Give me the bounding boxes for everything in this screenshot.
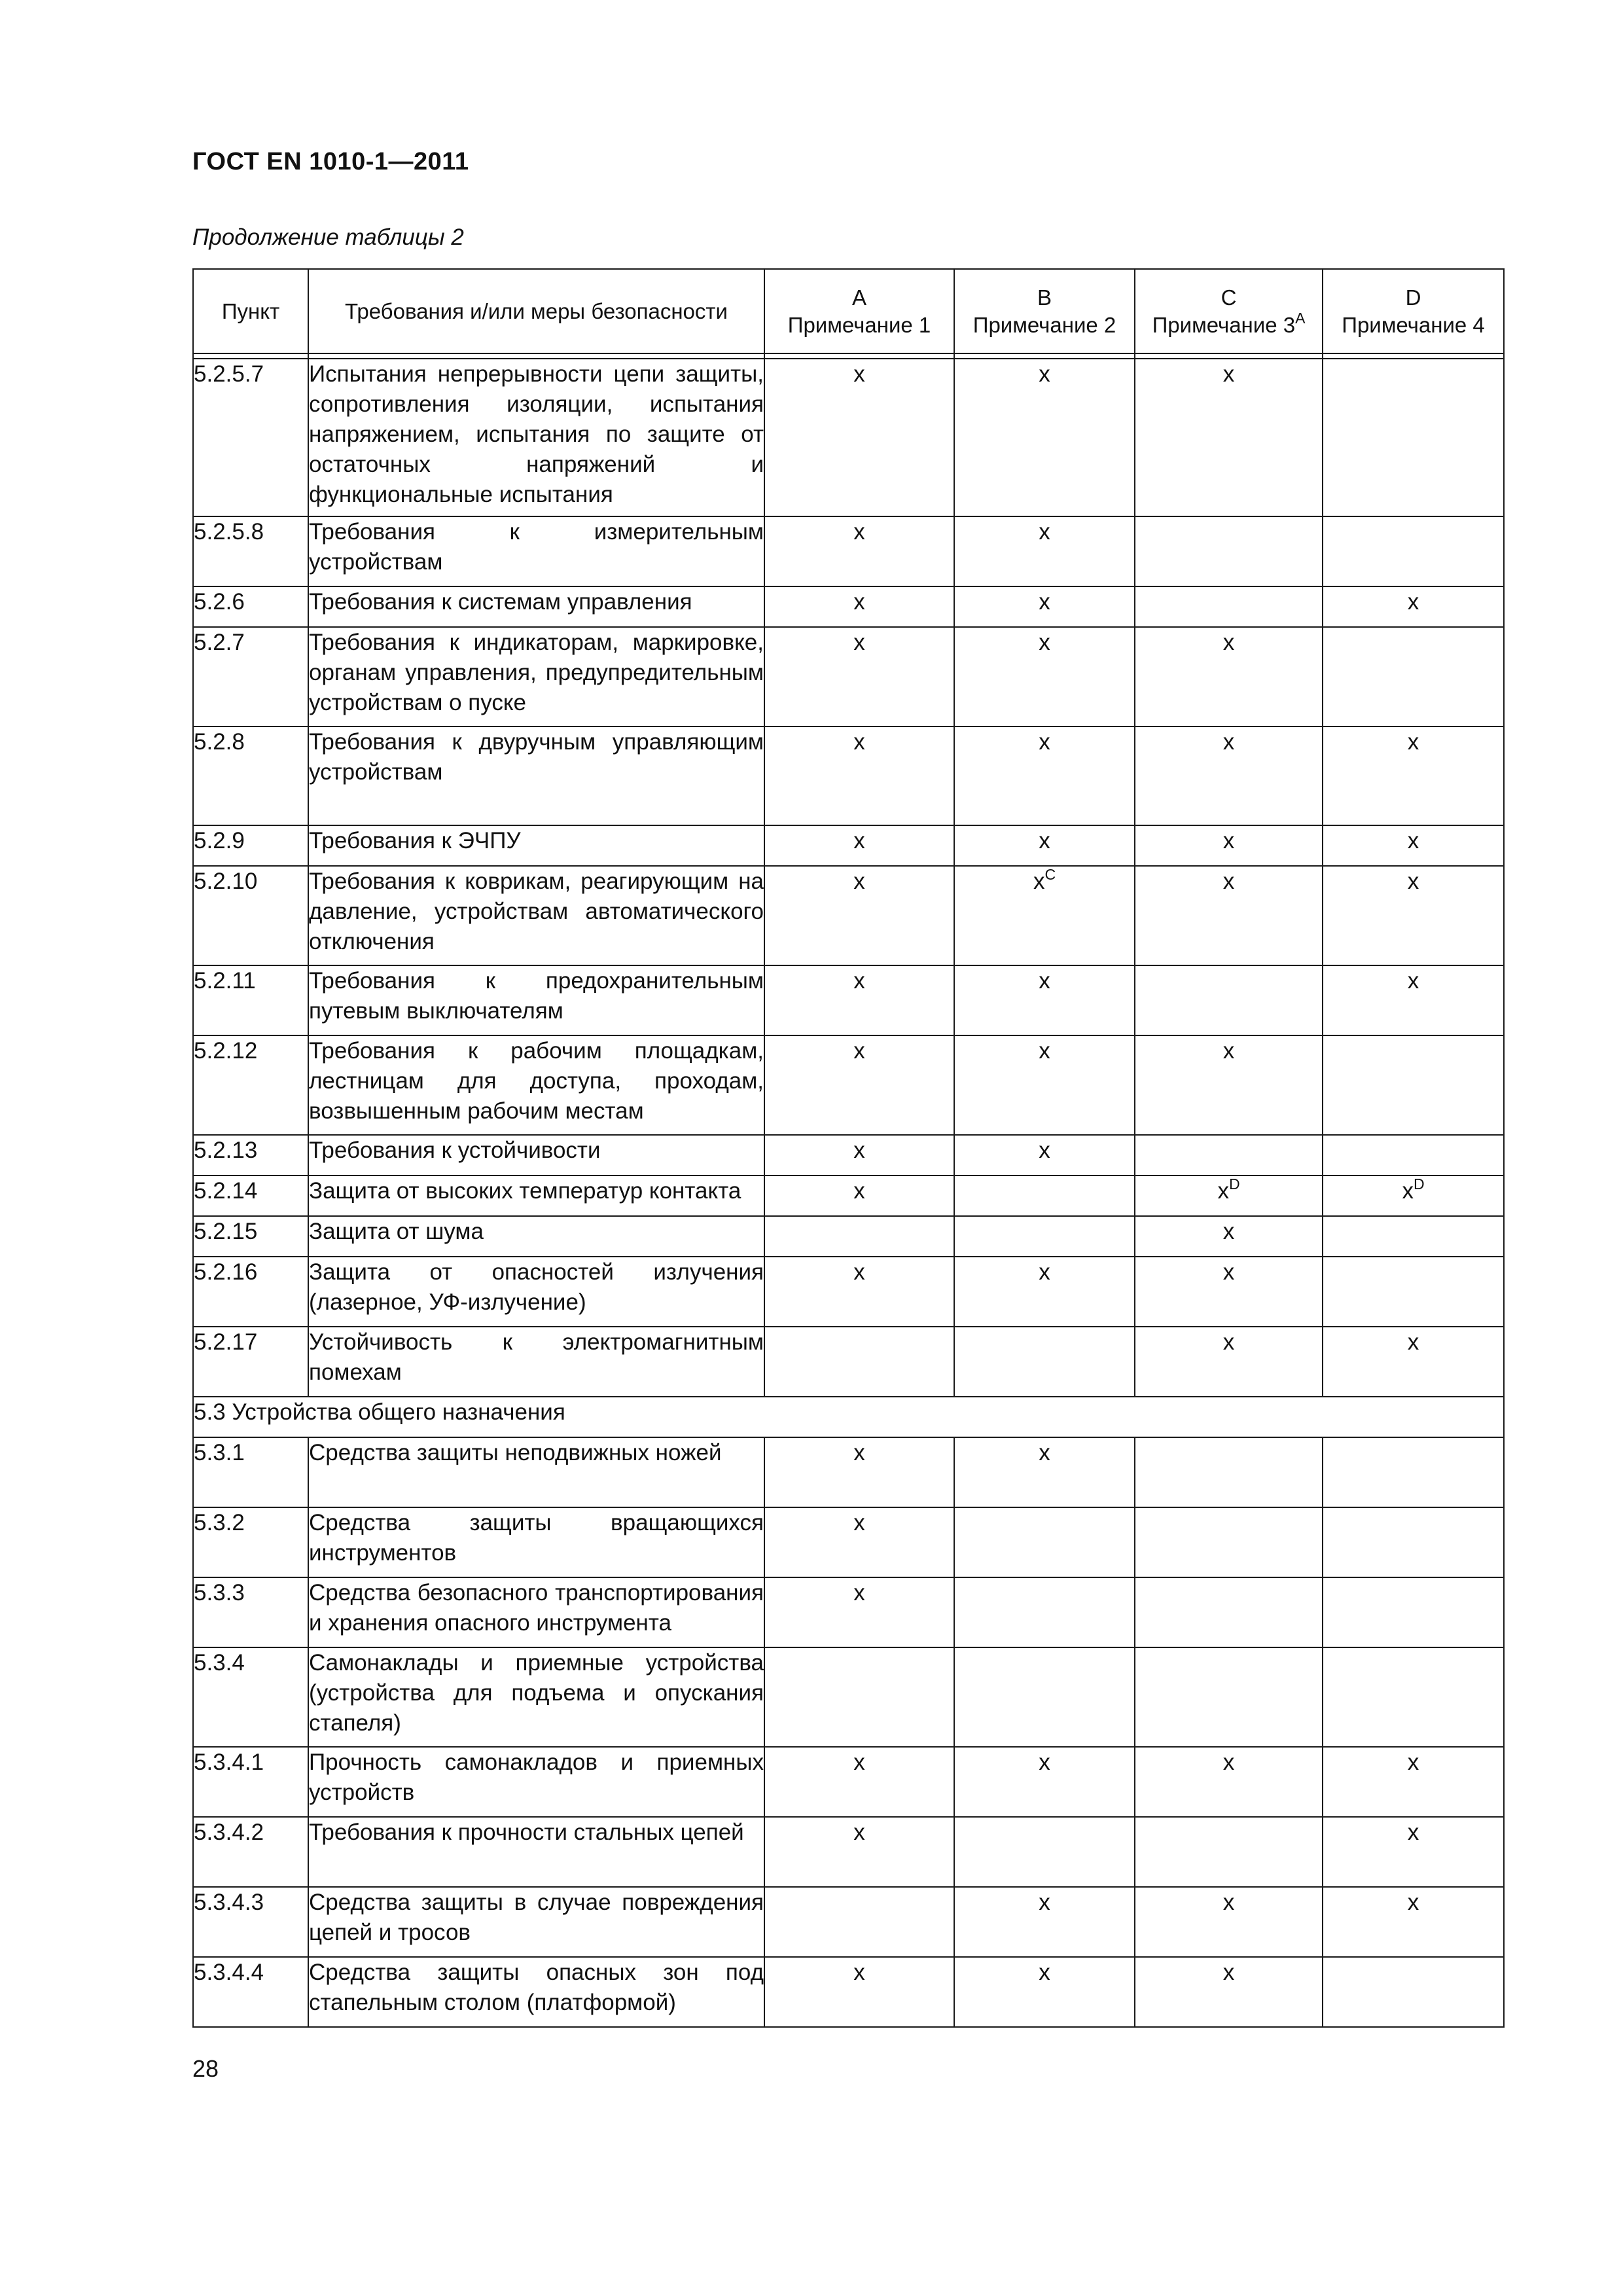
mark-cell-d [1323, 1817, 1504, 1887]
mark-footnote: D [1228, 1175, 1240, 1193]
mark-cell-c [1135, 1817, 1323, 1887]
table-row [193, 1957, 1504, 2027]
header-col-a [764, 269, 954, 353]
mark-cell-a [764, 1257, 954, 1327]
point-cell: 5.2.15 [193, 1216, 308, 1257]
table-row [193, 516, 1504, 586]
mark-cell-c [1135, 1175, 1323, 1216]
mark-cell-c [1135, 1135, 1323, 1175]
mark-cell-d [1323, 627, 1504, 726]
mark-cell-b [954, 1257, 1135, 1327]
mark-cell-a [764, 1216, 954, 1257]
header-b-letter: B [1037, 285, 1052, 310]
mark: x [1039, 1138, 1050, 1163]
point-cell: 5.2.5.8 [193, 516, 308, 586]
requirements-table [192, 268, 1505, 2028]
header-requirement: Требования и/или меры безопасности [308, 269, 764, 353]
mark: x [853, 1138, 865, 1163]
mark-cell-a [764, 359, 954, 516]
table-row [193, 1817, 1504, 1887]
requirement-cell: Защита от шума [308, 1216, 764, 1257]
point-cell: 5.2.14 [193, 1175, 308, 1216]
mark-cell-c [1135, 627, 1323, 726]
mark: x [1402, 1178, 1414, 1204]
point-cell: 5.3.4.3 [193, 1887, 308, 1957]
mark: x [1039, 1038, 1050, 1064]
mark: x [1222, 1329, 1235, 1355]
requirement-cell: Средства безопасного транспортирования и хранения опасного инструмента [308, 1577, 764, 1647]
mark: x [1217, 1178, 1229, 1204]
header-c-note: Примечание 3 [1152, 312, 1296, 337]
mark-cell-a [764, 866, 954, 965]
header-b-note: Примечание 2 [972, 312, 1116, 337]
requirement-cell: Требования к предохранительным путевым выключателям [308, 965, 764, 1035]
mark-cell-c [1135, 1957, 1323, 2027]
requirement-cell: Требования к коврикам, реагирующим на давление, устройствам автоматического отключения [308, 866, 764, 965]
mark-cell-d [1323, 1887, 1504, 1957]
mark: x [1407, 828, 1419, 853]
mark-cell-c [1135, 516, 1323, 586]
table-row [193, 1257, 1504, 1327]
requirement-cell: Защита от опасностей излучения (лазерное, УФ-излучение) [308, 1257, 764, 1327]
mark: x [853, 1820, 865, 1845]
mark-cell-c [1135, 1647, 1323, 1747]
header-col-b [954, 269, 1135, 353]
mark: x [1407, 1329, 1419, 1355]
mark-cell-c [1135, 359, 1323, 516]
mark-cell-b [954, 1817, 1135, 1887]
mark: x [1039, 729, 1050, 755]
mark-cell-a [764, 1035, 954, 1135]
table-row [193, 825, 1504, 866]
mark-cell-a [764, 1577, 954, 1647]
table-caption: Продолжение таблицы 2 [192, 224, 464, 250]
mark: x [853, 1510, 865, 1535]
mark-cell-a [764, 627, 954, 726]
mark-cell-b [954, 1216, 1135, 1257]
mark: x [1407, 1749, 1419, 1775]
mark: x [853, 361, 865, 387]
table-row [193, 627, 1504, 726]
point-cell: 5.2.8 [193, 726, 308, 825]
mark-cell-b [954, 586, 1135, 627]
mark: x [1039, 1890, 1050, 1915]
mark: x [853, 729, 865, 755]
section-heading: 5.3 Устройства общего назначения [193, 1397, 1504, 1437]
mark-cell-b [954, 965, 1135, 1035]
mark: x [853, 519, 865, 545]
mark-cell-b [954, 1747, 1135, 1817]
mark-cell-b [954, 866, 1135, 965]
table-row [193, 1327, 1504, 1397]
mark-cell-a [764, 1175, 954, 1216]
mark: x [1407, 729, 1419, 755]
mark-cell-c [1135, 1887, 1323, 1957]
mark: x [853, 1038, 865, 1064]
table-row [193, 1507, 1504, 1577]
mark-cell-c [1135, 726, 1323, 825]
mark: x [1039, 361, 1050, 387]
point-cell: 5.2.17 [193, 1327, 308, 1397]
mark: x [1407, 589, 1419, 615]
mark-cell-b [954, 1887, 1135, 1957]
page-number: 28 [192, 2055, 219, 2082]
mark: x [853, 1580, 865, 1605]
point-cell: 5.3.4.1 [193, 1747, 308, 1817]
mark-cell-a [764, 1747, 954, 1817]
table-row [193, 1747, 1504, 1817]
mark-cell-c [1135, 866, 1323, 965]
table-row [193, 1577, 1504, 1647]
mark-cell-b [954, 1035, 1135, 1135]
mark-cell-b [954, 825, 1135, 866]
mark-cell-b [954, 627, 1135, 726]
mark-cell-a [764, 1507, 954, 1577]
mark: x [1222, 729, 1235, 755]
mark-cell-b [954, 516, 1135, 586]
point-cell: 5.3.4.2 [193, 1817, 308, 1887]
mark-cell-a [764, 726, 954, 825]
mark: x [853, 589, 865, 615]
mark: x [853, 1178, 865, 1204]
mark-cell-d [1323, 726, 1504, 825]
requirement-cell: Требования к системам управления [308, 586, 764, 627]
point-cell: 5.2.11 [193, 965, 308, 1035]
mark-cell-b [954, 1957, 1135, 2027]
mark-cell-d [1323, 866, 1504, 965]
mark-cell-d [1323, 1135, 1504, 1175]
point-cell: 5.3.4 [193, 1647, 308, 1747]
mark-cell-c [1135, 1035, 1323, 1135]
requirement-cell: Средства защиты в случае повреждения цепей и тросов [308, 1887, 764, 1957]
mark-cell-b [954, 1175, 1135, 1216]
requirement-cell: Требования к индикаторам, маркировке, органам управления, предупредительным устройствам о пуске [308, 627, 764, 726]
point-cell: 5.2.9 [193, 825, 308, 866]
mark: x [853, 869, 865, 894]
mark-cell-a [764, 516, 954, 586]
mark-footnote: C [1044, 866, 1056, 883]
header-double-rule [193, 353, 1504, 359]
mark-cell-a [764, 1647, 954, 1747]
requirement-cell: Требования к ЭЧПУ [308, 825, 764, 866]
mark: x [1407, 1890, 1419, 1915]
mark: x [1039, 968, 1050, 994]
header-c-footnote: A [1295, 309, 1306, 327]
mark-cell-c [1135, 1747, 1323, 1817]
mark: x [1039, 519, 1050, 545]
requirement-cell: Требования к измерительным устройствам [308, 516, 764, 586]
mark-footnote: D [1413, 1175, 1425, 1193]
mark: x [1222, 1960, 1235, 1985]
mark-cell-a [764, 1437, 954, 1507]
table-row [193, 1647, 1504, 1747]
mark-cell-b [954, 1437, 1135, 1507]
header-a-note: Примечание 1 [787, 312, 931, 337]
requirement-cell: Защита от высоких температур контакта [308, 1175, 764, 1216]
mark: x [1222, 1749, 1235, 1775]
mark-cell-d [1323, 1175, 1504, 1216]
mark: x [1222, 630, 1235, 655]
mark: x [1039, 1440, 1050, 1465]
mark-cell-a [764, 1327, 954, 1397]
mark: x [1039, 1960, 1050, 1985]
mark: x [853, 1749, 865, 1775]
requirement-cell: Самонаклады и приемные устройства (устройства для подъема и опускания стапеля) [308, 1647, 764, 1747]
mark-cell-b [954, 1647, 1135, 1747]
mark: x [1222, 361, 1235, 387]
mark: x [853, 630, 865, 655]
requirement-cell: Требования к устойчивости [308, 1135, 764, 1175]
table-row [193, 1887, 1504, 1957]
document-title: ГОСТ EN 1010-1—2011 [192, 148, 469, 175]
point-cell: 5.3.3 [193, 1577, 308, 1647]
mark-cell-a [764, 1817, 954, 1887]
mark-cell-d [1323, 1035, 1504, 1135]
mark-cell-c [1135, 1216, 1323, 1257]
point-cell: 5.2.5.7 [193, 359, 308, 516]
mark-cell-d [1323, 586, 1504, 627]
table-row [193, 1175, 1504, 1216]
mark-cell-b [954, 1135, 1135, 1175]
point-cell: 5.2.10 [193, 866, 308, 965]
mark: x [853, 1440, 865, 1465]
mark: x [1039, 1749, 1050, 1775]
mark: x [1222, 1259, 1235, 1285]
mark-cell-d [1323, 1327, 1504, 1397]
mark-cell-c [1135, 1437, 1323, 1507]
requirement-cell: Средства защиты вращающихся инструментов [308, 1507, 764, 1577]
mark: x [1222, 1038, 1235, 1064]
mark-cell-b [954, 359, 1135, 516]
mark: x [1407, 968, 1419, 994]
table-row [193, 726, 1504, 825]
mark: x [853, 1259, 865, 1285]
mark-cell-c [1135, 586, 1323, 627]
mark-cell-d [1323, 359, 1504, 516]
mark-cell-b [954, 1577, 1135, 1647]
mark: x [1407, 869, 1419, 894]
header-c-letter: C [1221, 285, 1237, 310]
mark-cell-d [1323, 516, 1504, 586]
mark-cell-a [764, 825, 954, 866]
mark-cell-d [1323, 1257, 1504, 1327]
mark: x [1222, 828, 1235, 853]
point-cell: 5.2.13 [193, 1135, 308, 1175]
mark-cell-d [1323, 1437, 1504, 1507]
mark: x [853, 828, 865, 853]
mark-cell-a [764, 1957, 954, 2027]
mark: x [1039, 828, 1050, 853]
mark-cell-c [1135, 825, 1323, 866]
requirement-cell: Устойчивость к электромагнитным помехам [308, 1327, 764, 1397]
requirement-cell: Прочность самонакладов и приемных устройств [308, 1747, 764, 1817]
point-cell: 5.3.2 [193, 1507, 308, 1577]
mark: x [1033, 869, 1045, 894]
mark-cell-b [954, 1327, 1135, 1397]
mark-cell-b [954, 726, 1135, 825]
requirement-cell: Требования к двуручным управляющим устройствам [308, 726, 764, 825]
mark: x [1222, 1890, 1235, 1915]
table-row [193, 1135, 1504, 1175]
requirement-cell: Требования к прочности стальных цепей [308, 1817, 764, 1887]
header-d-letter: D [1405, 285, 1421, 310]
mark-cell-c [1135, 1327, 1323, 1397]
mark: x [1039, 1259, 1050, 1285]
mark-cell-d [1323, 965, 1504, 1035]
mark-cell-c [1135, 1577, 1323, 1647]
mark-cell-c [1135, 965, 1323, 1035]
table-row [193, 586, 1504, 627]
header-a-letter: A [851, 285, 866, 310]
mark-cell-d [1323, 1507, 1504, 1577]
section-row [193, 1397, 1504, 1437]
mark: x [1222, 1219, 1235, 1244]
point-cell: 5.2.12 [193, 1035, 308, 1135]
table-row [193, 1437, 1504, 1507]
requirement-cell: Испытания непрерывности цепи защиты, сопротивления изоляции, испытания напряжением, испытания по защите от остаточных напряжений и функциональные испытания [308, 359, 764, 516]
mark-cell-c [1135, 1507, 1323, 1577]
point-cell: 5.3.4.4 [193, 1957, 308, 2027]
point-cell: 5.2.7 [193, 627, 308, 726]
mark: x [1039, 630, 1050, 655]
table-row [193, 1216, 1504, 1257]
mark-cell-d [1323, 1957, 1504, 2027]
mark-cell-a [764, 965, 954, 1035]
header-col-d [1323, 269, 1504, 353]
header-d-note: Примечание 4 [1342, 312, 1485, 337]
mark: x [1407, 1820, 1419, 1845]
mark: x [1039, 589, 1050, 615]
mark: x [1222, 869, 1235, 894]
requirement-cell: Средства защиты неподвижных ножей [308, 1437, 764, 1507]
requirement-cell: Средства защиты опасных зон под стапельным столом (платформой) [308, 1957, 764, 2027]
header-col-c [1135, 269, 1323, 353]
table-row [193, 1035, 1504, 1135]
mark-cell-d [1323, 1647, 1504, 1747]
table-row [193, 359, 1504, 516]
mark-cell-d [1323, 1747, 1504, 1817]
table-header-row [193, 269, 1504, 353]
mark-cell-d [1323, 825, 1504, 866]
mark-cell-a [764, 586, 954, 627]
point-cell: 5.2.6 [193, 586, 308, 627]
mark-cell-c [1135, 1257, 1323, 1327]
mark-cell-d [1323, 1577, 1504, 1647]
mark-cell-a [764, 1135, 954, 1175]
mark-cell-b [954, 1507, 1135, 1577]
header-point: Пункт [193, 269, 308, 353]
table-row [193, 965, 1504, 1035]
requirement-cell: Требования к рабочим площадкам, лестницам для доступа, проходам, возвышенным рабочим местам [308, 1035, 764, 1135]
point-cell: 5.3.1 [193, 1437, 308, 1507]
table-row [193, 866, 1504, 965]
mark: x [853, 968, 865, 994]
mark-cell-d [1323, 1216, 1504, 1257]
mark-cell-a [764, 1887, 954, 1957]
mark: x [853, 1960, 865, 1985]
point-cell: 5.2.16 [193, 1257, 308, 1327]
